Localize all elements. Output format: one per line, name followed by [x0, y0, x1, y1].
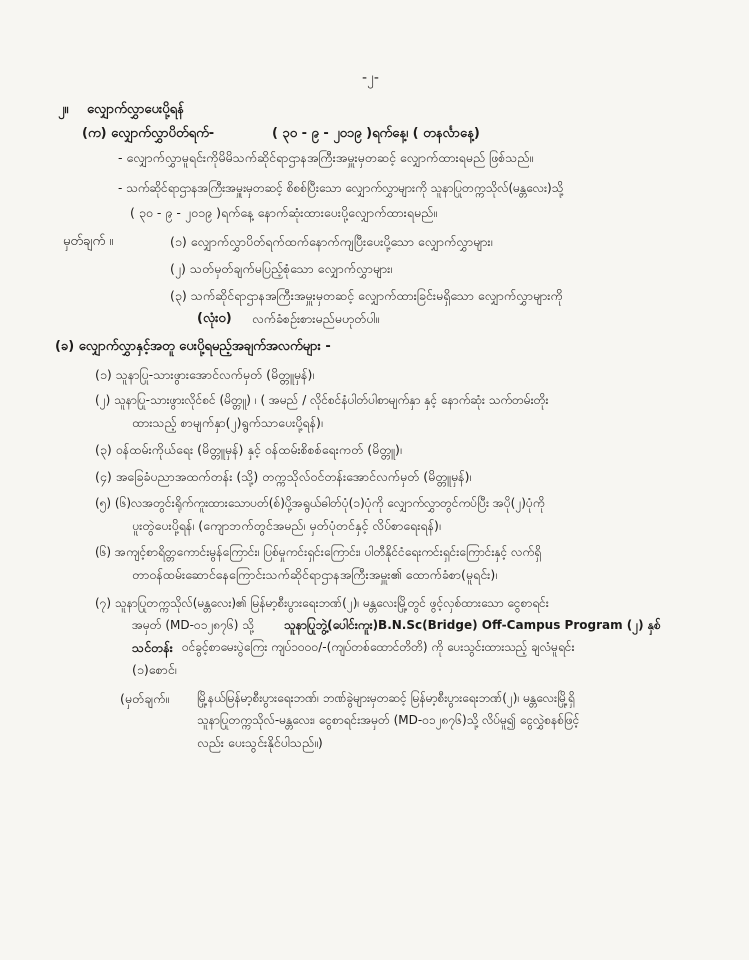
attachment-item-5-line2: ပူးတွဲပေးပို့ရန်၊ (ကျောဘက်တွင်အမည်၊ မှတ်ပုံတင်နှင့် လိပ်စာရေးရန်)၊ [132, 518, 441, 533]
note-label: မှတ်ချက် ။ [63, 234, 114, 249]
attachment-item-5-line1: (၅) (၆)လအတွင်းရိုက်ကူးထားသောပတ်(စ်)ပို့အရွယ်ဓါတ်ပုံ(၁)ပုံကို လျှောက်လွှာတွင်ကပ်ပြီး အပို(၂)ပုံကို [95, 496, 545, 510]
attachment-item-7-line1: (၇) သူနာပြုတက္ကသိုလ်(မန္တလေး)၏ မြန်မာ့စီးပွားရေးဘဏ်(၂)၊ မန္တလေးမြို့တွင် ဖွင့်လှစ်ထားသော ငွေစာရင်း [95, 596, 549, 610]
attachment-item-3: (၃) ဝန်ထမ်းကိုယ်ရေး (မိတ္တူမှန်) နှင့် ဝန်ထမ်းစိစစ်ရေးကတ် (မိတ္တူ)၊ [95, 442, 402, 457]
attachment-item-7-copies: (၁)စောင်၊ [132, 662, 177, 677]
note-item-3-line2: လက်ခံစဉ်းစားမည်မဟုတ်ပါ။ [252, 311, 380, 326]
attachment-item-7-fee: ဝင်ခွင့်စာမေးပွဲကြေး ကျပ်၁၀၀၀/-(ကျပ်တစ်ထောင်တိတိ) ကို ပေးသွင်းထားသည့် ချလံမူရင်း [182, 640, 575, 654]
attachment-item-2-line1: (၂) သူနာပြု-သားဖွားလိုင်စင် (မိတ္တူ) ၊ ( အမည် / လိုင်စင်နံပါတ်ပါစာမျက်နှာ နှင့် နောက်ဆုံး သက်တမ်းတိုး [95, 393, 549, 407]
deadline-label: (က) လျှောက်လွှာပိတ်ရက်- [82, 126, 215, 141]
note-item-3-line1: (၃) သက်ဆိုင်ရာဌာနအကြီးအမှူးမှတဆင့် လျှောက်ထားခြင်းမရှိသော လျှောက်လွှာများကို [170, 288, 563, 303]
section-number: ၂။ [58, 102, 69, 117]
page-number: -၂- [362, 70, 379, 86]
attachment-item-2-line2: ထားသည့် စာမျက်နှာ(၂)ရွက်သာပေးပို့ရန်)၊ [132, 415, 323, 430]
bullet-original-application: - လျှောက်လွှာမူရင်းကိုမိမိသက်ဆိုင်ရာဌာနအကြီးအမှူးမှတဆင့် လျှောက်ထားရမည် ဖြစ်သည်။ [118, 150, 534, 165]
bullet-submit-line1: - သက်ဆိုင်ရာဌာနအကြီးအမှူးမှတဆင့် စိစစ်ပြီးသော လျှောက်လွှာများကို သူနာပြုတက္ကသိုလ်(မန္တလေး)သို့ [118, 181, 564, 195]
note-item-2: (၂) သတ်မှတ်ချက်မပြည့်စုံသော လျှောက်လွှာများ၊ [170, 261, 393, 276]
remark-line-3: လည်း ပေးသွင်းနိုင်ပါသည်။) [197, 735, 323, 750]
remark-line-2: သူနာပြုတက္ကသိုလ်-မန္တလေး၊ ငွေစာရင်းအမှတ် (MD-၀၁၂၈၇၆)သို့ လိပ်မူ၍ ငွေလွှဲစနစ်ဖြင့် [197, 713, 580, 727]
remark-label: (မှတ်ချက်။ [120, 691, 170, 706]
attachments-heading: (ခ) လျှောက်လွှာနှင့်အတူ ပေးပို့ရမည့်အချက်အလက်များ - [55, 339, 331, 354]
attachment-item-6-line1: (၆) အကျင့်စာရိတ္တကောင်းမွန်ကြောင်း၊ ပြစ်မှုကင်းရှင်းကြောင်း၊ ပါတီနိုင်ငံရေးကင်းရှင်းကြောင်းနှင့် လက်ရှိ [95, 545, 541, 559]
attachment-item-4: (၄) အခြေခံပညာအထက်တန်း (သို့) တက္ကသိုလ်ဝင်တန်းအောင်လက်မှတ် (မိတ္တူမှန်)၊ [95, 469, 472, 484]
deadline-value: ( ၃၀ - ၉ - ၂၀၁၉ )ရက်နေ့၊ ( တနင်္လာနေ့) [272, 126, 480, 141]
attachment-item-7-account: အမှတ် (MD-၀၁၂၈၇၆) သို့ [132, 618, 254, 632]
section-title: လျှောက်လွှာပေးပို့ရန် [87, 102, 184, 117]
note-item-1: (၁) လျှောက်လွှာပိတ်ရက်ထက်နောက်ကျပြီးပေးပို့သော လျှောက်လွှာများ၊ [170, 234, 493, 249]
attachment-item-7-course: သင်တန်း [132, 640, 173, 655]
note-item-3-emphasis: (လုံး၀) [197, 311, 232, 326]
attachment-item-7-program: သူနာပြုဘွဲ့(ပေါင်းကူး)B.N.Sc(Bridge) Off-Campus Program (၂) နှစ် [284, 618, 661, 632]
remark-line-1: မြို့နယ်မြန်မာ့စီးပွားရေးဘဏ်၊ ဘဏ်ခွဲများမှတဆင့် မြန်မာ့စီးပွားရေးဘဏ်(၂)၊ မန္တလေးမြို့ရှိ [197, 691, 575, 705]
bullet-submit-line2: ( ၃၀ - ၉ - ၂၀၁၉ )ရက်နေ့ နောက်ဆုံးထားပေးပို့လျှောက်ထားရမည်။ [130, 205, 438, 220]
attachment-item-6-line2: တာဝန်ထမ်းဆောင်နေကြောင်းသက်ဆိုင်ရာဌာနအကြီးအမှူး၏ ထောက်ခံစာ(မူရင်း)၊ [132, 567, 498, 582]
attachment-item-1: (၁) သူနာပြု-သားဖွားအောင်လက်မှတ် (မိတ္တူမှန်)၊ [95, 367, 315, 382]
